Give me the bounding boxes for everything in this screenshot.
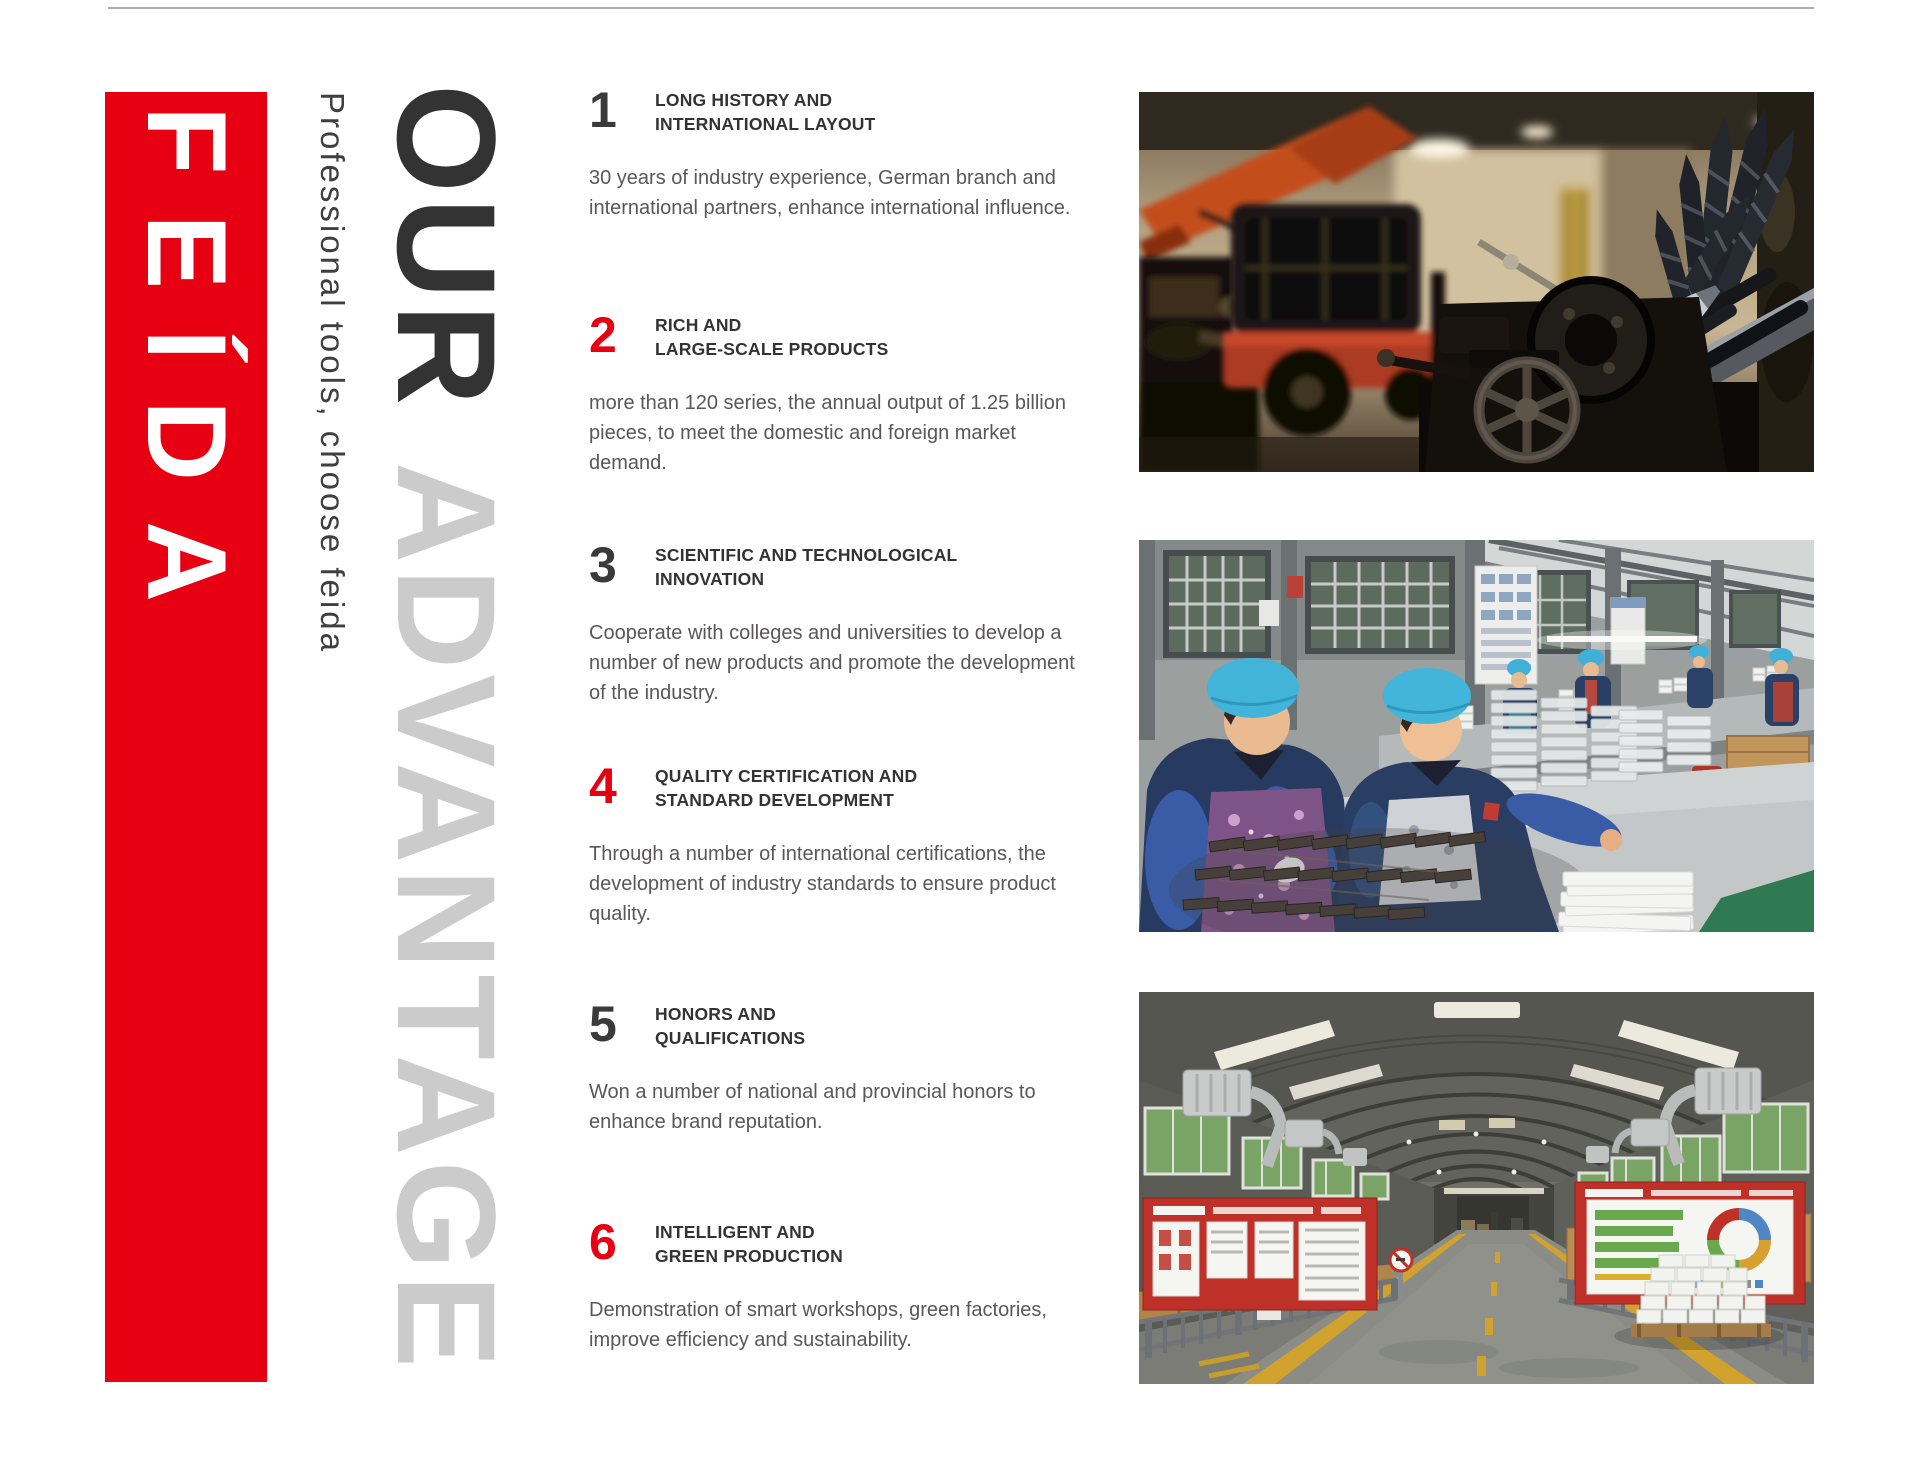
advantage-number: 2 <box>589 307 617 363</box>
advantage-item-2 <box>589 307 1079 478</box>
advantage-number: 5 <box>589 996 617 1052</box>
advantage-item-4 <box>589 758 1079 929</box>
advantage-title-line1: HONORS AND <box>655 1004 776 1024</box>
advantage-title <box>655 313 888 361</box>
heading-word-our: OUR <box>368 84 525 411</box>
advantage-title-line2: QUALIFICATIONS <box>655 1028 806 1048</box>
advantage-title-line1: QUALITY CERTIFICATION AND <box>655 766 918 786</box>
advantage-title-line2: GREEN PRODUCTION <box>655 1246 843 1266</box>
advantage-title-line1: SCIENTIFIC AND TECHNOLOGICAL <box>655 545 958 565</box>
packing-illustration <box>1139 540 1814 932</box>
advantage-number: 6 <box>589 1214 617 1270</box>
brand-logo: FEÍDA <box>124 106 249 642</box>
section-heading <box>368 84 525 1374</box>
white-card-pile <box>1559 872 1694 932</box>
advantage-item-6 <box>589 1214 1079 1355</box>
heading-word-advantage: ADVANTAGE <box>368 462 525 1374</box>
advantage-title <box>655 1002 805 1050</box>
advantage-item-3 <box>589 537 1079 708</box>
advantage-number: 4 <box>589 758 617 814</box>
advantage-title-line1: RICH AND <box>655 315 742 335</box>
photo-packing-workshop <box>1139 540 1814 932</box>
advantage-description: Won a number of national and provincial honors to enhance brand reputation. <box>589 1081 1036 1133</box>
advantage-title <box>655 1220 843 1268</box>
advantage-title-line1: INTELLIGENT AND <box>655 1222 815 1242</box>
workshop-illustration <box>1139 92 1814 472</box>
advantage-description: 30 years of industry experience, German branch and international partners, enhance international influence. <box>589 167 1071 219</box>
advantage-title <box>655 764 917 812</box>
left-red-board <box>1143 1198 1377 1310</box>
advantage-title <box>655 88 876 136</box>
photo-warehouse-aisle <box>1139 992 1814 1384</box>
advantage-title-line1: LONG HISTORY AND <box>655 90 833 110</box>
advantage-description: Cooperate with colleges and universities to develop a number of new products and promote the development of the industry. <box>589 622 1075 704</box>
advantage-number: 3 <box>589 537 617 593</box>
brand-banner <box>105 92 267 1382</box>
photo-machining-workshop <box>1139 92 1814 472</box>
advantage-title <box>655 543 957 591</box>
advantage-title-line2: LARGE-SCALE PRODUCTS <box>655 339 889 359</box>
advantage-description: Through a number of international certifications, the development of industry standards to ensure product quality. <box>589 843 1056 925</box>
advantage-title-line2: STANDARD DEVELOPMENT <box>655 790 894 810</box>
advantage-title-line2: INNOVATION <box>655 569 765 589</box>
advantage-number: 1 <box>589 82 617 138</box>
brand-tagline: Professional tools, choose feida <box>314 92 351 654</box>
advantage-title-line2: INTERNATIONAL LAYOUT <box>655 114 876 134</box>
advantage-item-1 <box>589 82 1079 223</box>
advantage-item-5 <box>589 996 1079 1137</box>
advantage-description: more than 120 series, the annual output of 1.25 billion pieces, to meet the domestic and foreign market demand. <box>589 392 1066 474</box>
top-divider <box>108 7 1814 9</box>
warehouse-illustration <box>1139 992 1814 1384</box>
advantage-description: Demonstration of smart workshops, green factories, improve efficiency and sustainability. <box>589 1299 1047 1351</box>
